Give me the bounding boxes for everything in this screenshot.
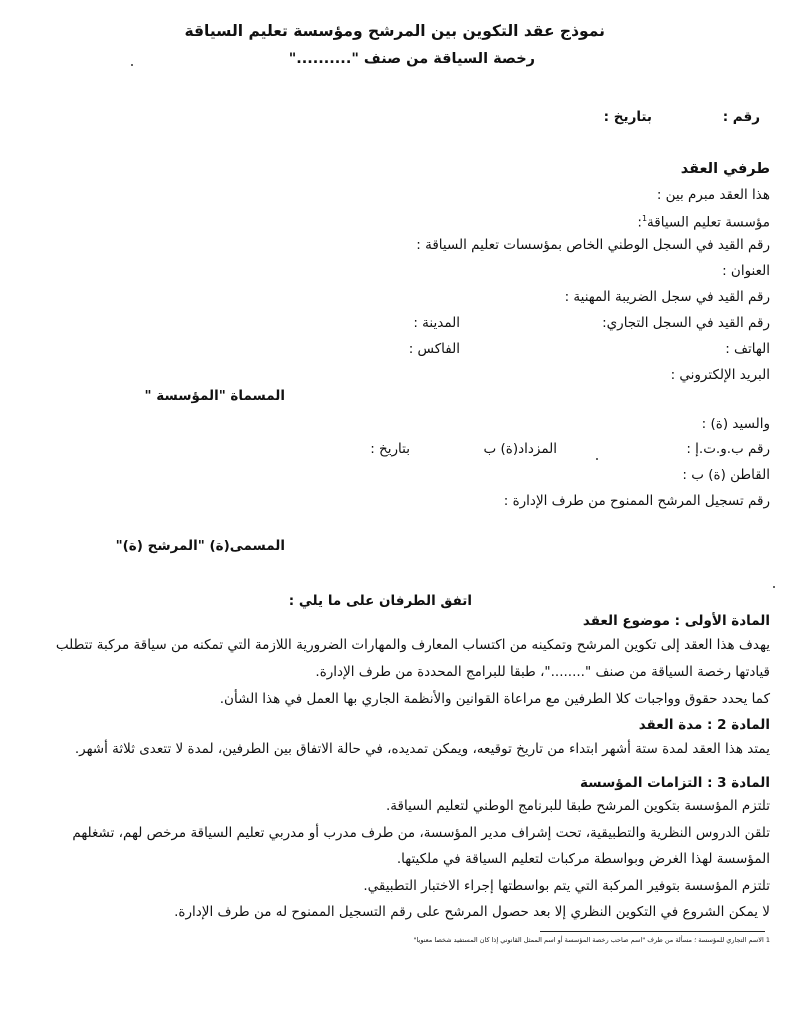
cin-label: رقم ب.و.ت.إ : (686, 441, 770, 457)
email-label: البريد الإلكتروني : (670, 367, 770, 383)
named-candidate: المسمى(ة) "المرشح (ة)" (115, 538, 285, 554)
parties-intro: هذا العقد مبرم بين : (656, 187, 770, 203)
agreement-heading: اتفق الطرفان على ما يلي : (288, 593, 472, 609)
city-label: المدينة : (413, 315, 460, 331)
tax-register-label: رقم القيد في سجل الضريبة المهنية : (564, 289, 770, 305)
institution-text: مؤسسة تعليم السياقة (647, 214, 770, 231)
birthdate-label: بتاريخ : (370, 441, 410, 457)
scan-speck (596, 458, 598, 460)
article-1-line-1: يهدف هذا العقد إلى تكوين المرشح وتمكينه من اكتساب المعارف والمهارات الضرورية اللازمة التي تمكنه من سياقة مركبة تتطلب (55, 637, 770, 653)
article-3-title: المادة 3 : التزامات المؤسسة (580, 775, 770, 791)
article-1-line-2: قيادتها رخصة السياقة من صنف "........"، طبقا للبرامج المحددة من طرف الإدارة. (315, 664, 770, 680)
article-1-body (30, 632, 770, 713)
fax-label: الفاكس : (408, 341, 460, 357)
contract-number-label: رقم : (722, 109, 760, 125)
article-2-line-1: يمتد هذا العقد لمدة ستة أشهر ابتداء من تاريخ توقيعه، ويمكن تمديده، في حالة الاتفاق بين الطرفين، لمدة لا تتعدى ثلاثة أشهر. (74, 741, 770, 757)
article-1-line-3: كما يحدد حقوق وواجبات كلا الطرفين مع مراعاة القوانين والأنظمة الجاري بها العمل في هذا الشأن. (219, 691, 770, 707)
article-3-line-3: المؤسسة لهذا الغرض وبواسطة مركبات لتعليم السياقة في ملكيتها. (396, 851, 770, 867)
article-3-line-1: تلتزم المؤسسة بتكوين المرشح طبقا للبرنامج الوطني لتعليم السياقة. (385, 798, 770, 814)
address-label: العنوان : (722, 263, 770, 279)
parties-heading: طرفي العقد (680, 161, 770, 177)
footnote-ref: 1 (641, 214, 648, 223)
footnote-separator (540, 931, 765, 932)
article-3-line-5: لا يمكن الشروع في التكوين النظري إلا بعد حصول المرشح على رقم التسجيل الممنوح له من طرف الإدارة. (174, 904, 770, 920)
article-3-body (30, 793, 770, 926)
candidate-registration-label: رقم تسجيل المرشح الممنوح من طرف الإدارة : (503, 493, 770, 509)
scan-speck (773, 586, 775, 588)
contract-date-label: بتاريخ : (603, 109, 652, 125)
article-1-title: المادة الأولى : موضوع العقد (582, 613, 770, 629)
footnote-text: 1 الاسم التجاري للمؤسسة ؛ مسألة من طرف "اسم صاحب رخصة المؤسسة أو اسم الممثل القانوني إذا كان المستفيد شخصا معنويا" (413, 936, 770, 944)
article-3-line-4: تلتزم المؤسسة بتوفير المركبة التي يتم بواسطتها إجراء الاختبار التطبيقي. (363, 877, 770, 894)
document-subtitle: رخصة السياقة من صنف ".........." (288, 51, 535, 67)
institution-label: مؤسسة تعليم السياقة$^1$: (637, 214, 770, 231)
document-title: نموذج عقد التكوين بين المرشح ومؤسسة تعليم السياقة (184, 22, 605, 40)
scan-speck (131, 64, 133, 66)
mister-label: والسيد (ة) : (701, 416, 770, 432)
named-institution: المسماة "المؤسسة " (144, 388, 285, 404)
national-register-label: رقم القيد في السجل الوطني الخاص بمؤسسات تعليم السياقة : (416, 237, 770, 253)
article-2-title: المادة 2 : مدة العقد (638, 717, 770, 733)
phone-label: الهاتف : (725, 341, 770, 357)
birthplace-label: المزداد(ة) ب (483, 441, 557, 457)
article-3-line-2: تلقن الدروس النظرية والتطبيقية، تحت إشراف مدير المؤسسة، من طرف مدرب أو مدربي تعليم السياقة مرخص لهم، تشغلهم (72, 824, 770, 841)
commercial-register-label: رقم القيد في السجل التجاري: (602, 315, 770, 331)
resident-label: القاطن (ة) ب : (682, 467, 770, 483)
